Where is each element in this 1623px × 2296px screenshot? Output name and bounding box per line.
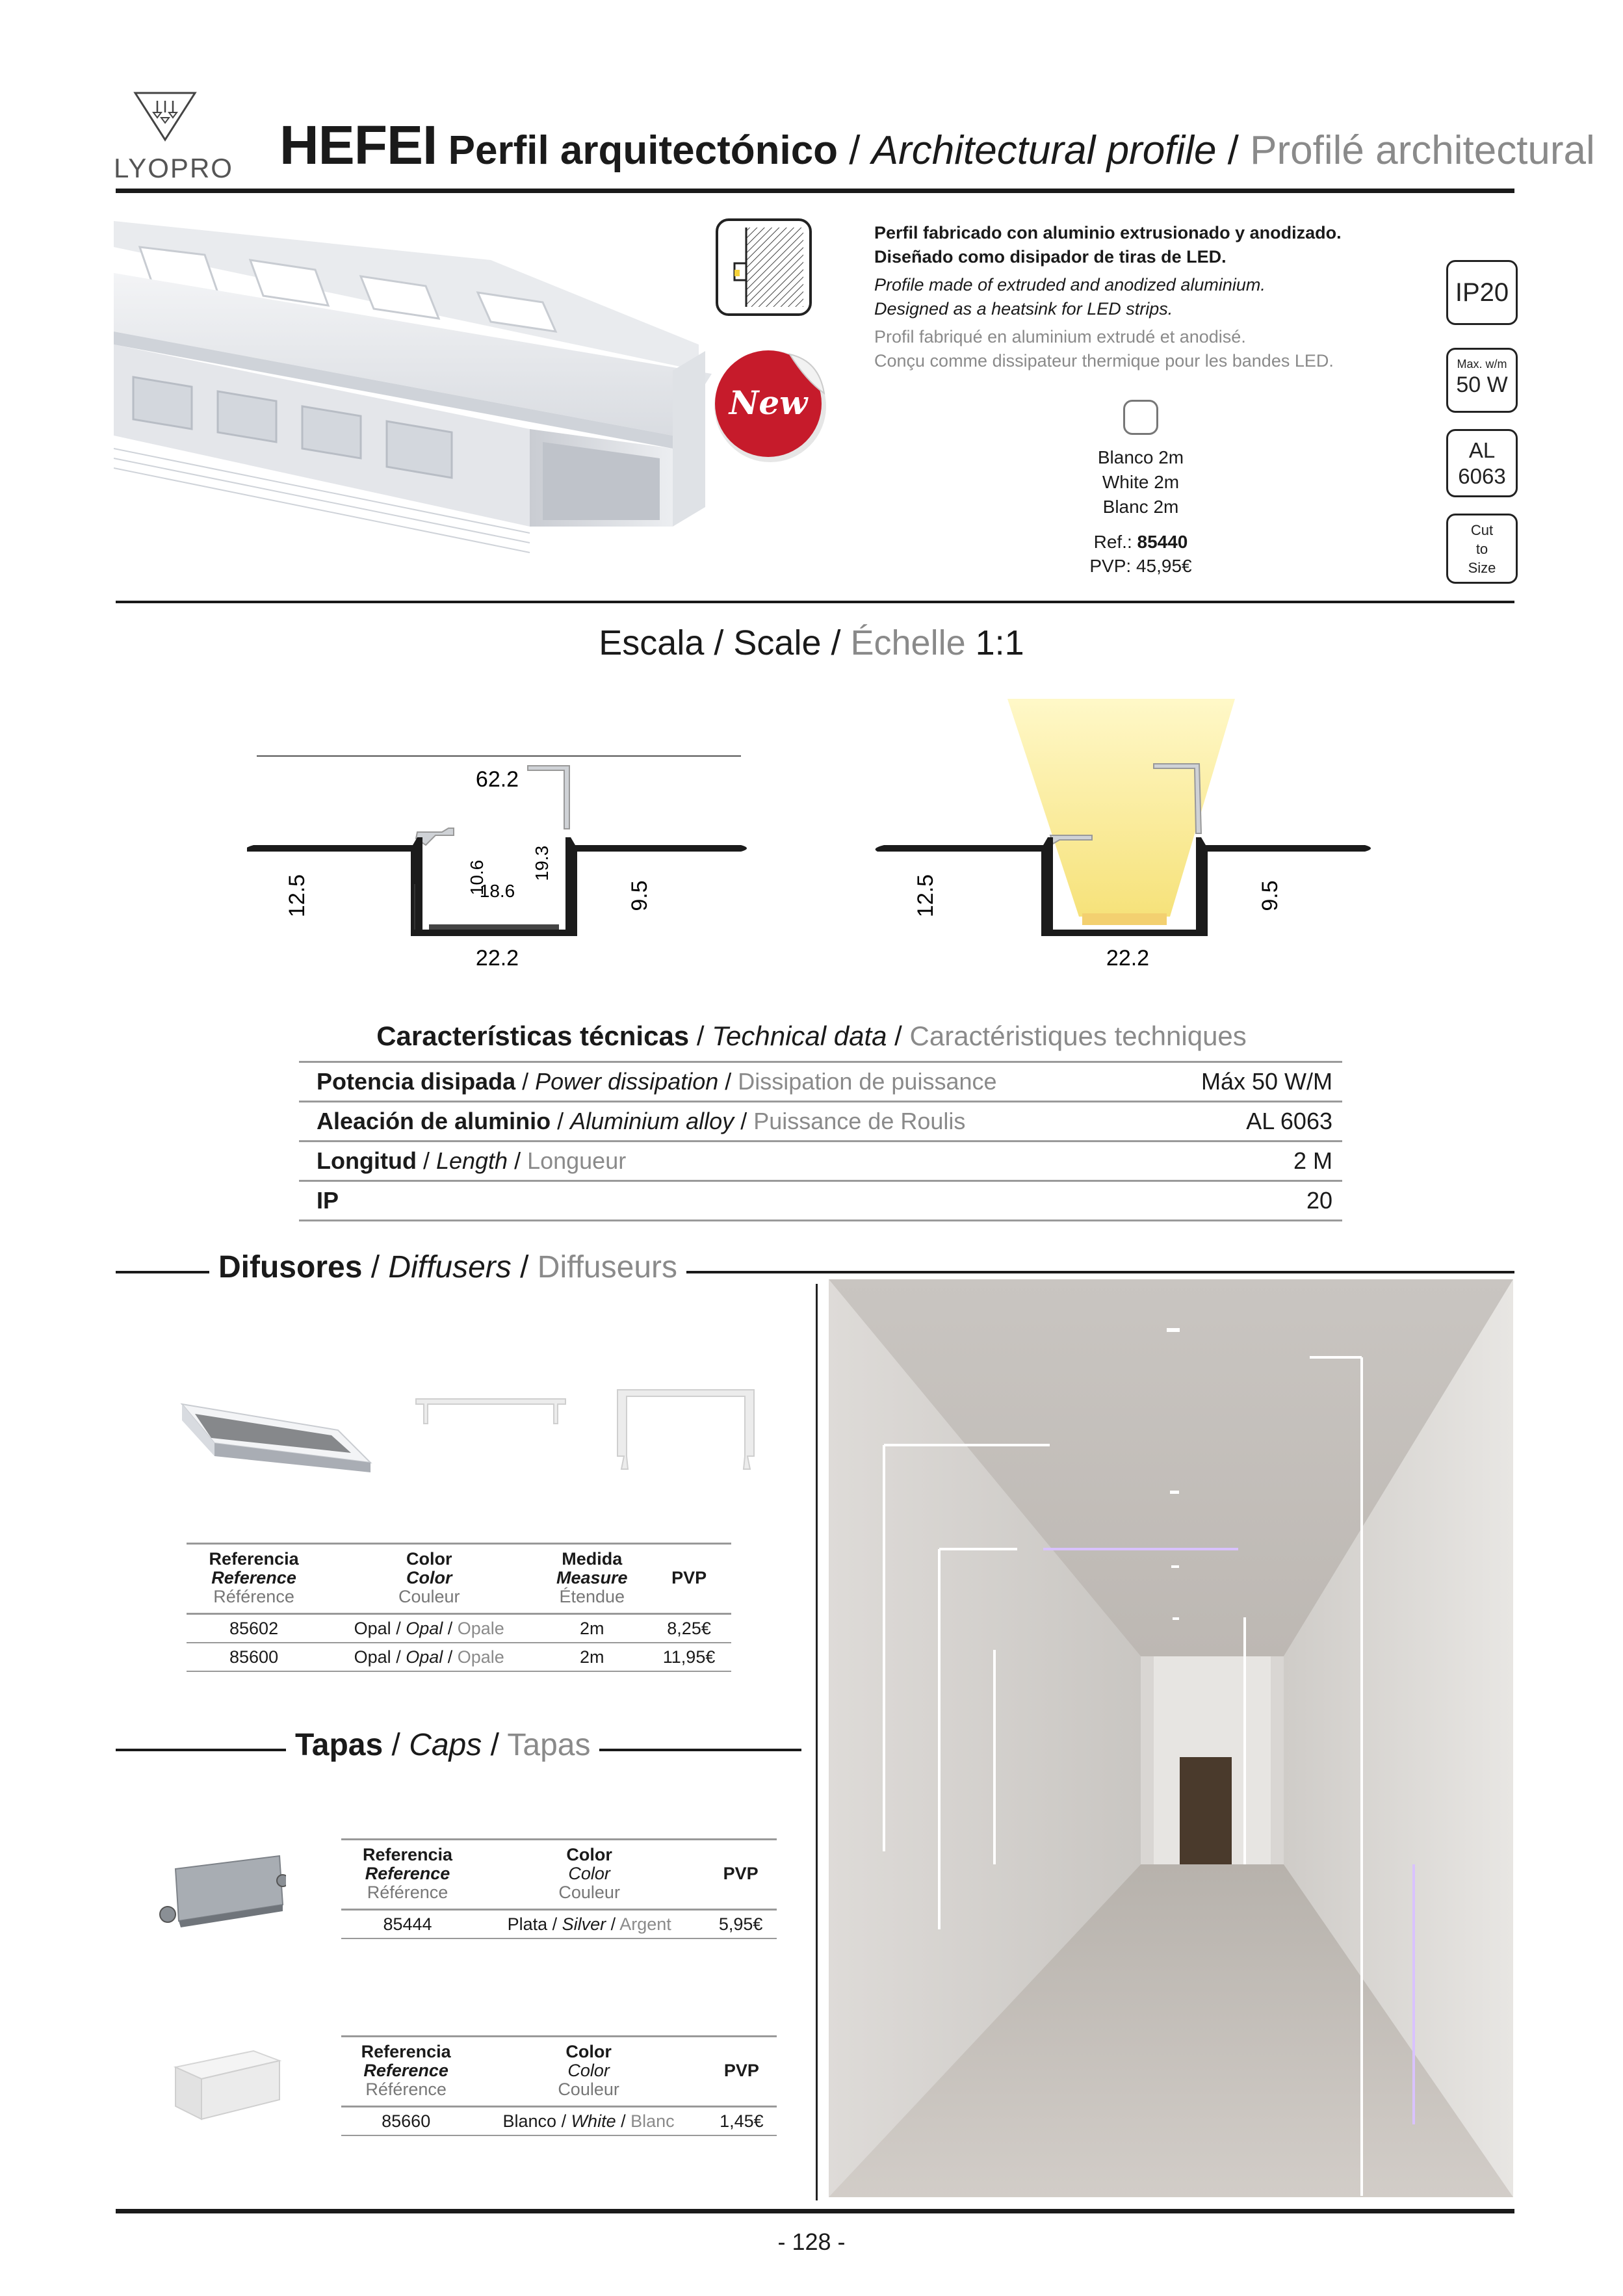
tech-data-table bbox=[299, 1061, 1342, 1221]
color-en: Opal bbox=[406, 1647, 443, 1667]
pvp-label: PVP: bbox=[1089, 556, 1132, 576]
header-color-es: Color bbox=[565, 2042, 612, 2061]
header-ref-fr: Référence bbox=[365, 2080, 447, 2099]
product-description bbox=[874, 221, 1407, 373]
color-fr: Opale bbox=[457, 1619, 504, 1638]
tech-label-fr: Dissipation de puissance bbox=[738, 1068, 997, 1095]
tech-title-fr: Caractéristiques techniques bbox=[909, 1021, 1247, 1051]
header-color-en: Color bbox=[568, 1864, 610, 1883]
ip-rating-box: IP20 bbox=[1446, 260, 1518, 325]
tech-label-fr: Puissance de Roulis bbox=[753, 1108, 966, 1134]
color-en: White 2m bbox=[1102, 472, 1180, 492]
table-header bbox=[187, 1544, 731, 1614]
table-header bbox=[341, 2037, 777, 2107]
header-color-en: Color bbox=[567, 2061, 610, 2080]
color-fr: Blanc bbox=[630, 2111, 675, 2131]
desc-fr-2: Conçu comme dissipateur thermique pour les bandes LED. bbox=[874, 351, 1334, 371]
diffusers-title-fr: Diffuseurs bbox=[537, 1250, 677, 1285]
header-measure-fr: Étendue bbox=[559, 1587, 625, 1606]
desc-es-2: Diseñado como disipador de tiras de LED. bbox=[874, 247, 1227, 267]
header-measure-en: Measure bbox=[556, 1568, 628, 1587]
alloy-line-2: 6063 bbox=[1458, 464, 1506, 488]
tech-data-title: Características técnicas / Technical data / Caractéristiques techniques bbox=[376, 1021, 1247, 1051]
color-es: Opal bbox=[354, 1647, 391, 1667]
diffusers-title: Difusores / Diffusers / Diffuseurs bbox=[209, 1249, 686, 1285]
cell-color: Opal / Opal / Opale bbox=[321, 1643, 537, 1671]
color-es: Plata bbox=[507, 1914, 548, 1934]
tech-label-fr: Longueur bbox=[527, 1147, 627, 1174]
cell-measure: 2m bbox=[537, 1614, 647, 1643]
diffuser-section-deep bbox=[611, 1385, 760, 1482]
dim-label: 12.5 bbox=[913, 874, 938, 918]
header-color-fr: Couleur bbox=[558, 2080, 619, 2099]
header-pvp: PVP bbox=[671, 1568, 707, 1587]
cell-color: Opal / Opal / Opale bbox=[321, 1614, 537, 1643]
header-ref-es: Referencia bbox=[363, 1845, 453, 1864]
header-ref-fr: Référence bbox=[213, 1587, 294, 1606]
table-header bbox=[341, 1840, 777, 1910]
subtitle-fr: Profilé architectural bbox=[1250, 128, 1595, 173]
cut-line-1: Cut bbox=[1470, 522, 1494, 538]
tech-row: Longitud / Length / Longueur 2 M bbox=[299, 1140, 1342, 1180]
cell-measure: 2m bbox=[537, 1643, 647, 1671]
cell-ref: 85602 bbox=[187, 1614, 321, 1643]
dim-label: 22.2 bbox=[475, 946, 519, 971]
cell-pvp: 8,25€ bbox=[647, 1614, 731, 1643]
tech-value: Máx 50 W/M bbox=[1201, 1068, 1332, 1095]
scale-title: Escala / Scale / Échelle 1:1 bbox=[599, 623, 1024, 662]
tech-label-en: Aluminium alloy bbox=[570, 1108, 734, 1134]
color-en: Silver bbox=[562, 1914, 606, 1934]
page-title bbox=[279, 114, 1595, 177]
tech-value: 2 M bbox=[1293, 1147, 1332, 1174]
tech-label-es: Potencia disipada bbox=[317, 1068, 516, 1095]
brand-name: LYOPRO bbox=[114, 153, 233, 183]
tech-row bbox=[299, 1180, 1342, 1221]
door bbox=[1180, 1757, 1232, 1864]
caps-title: Tapas / Caps / Tapas bbox=[286, 1727, 599, 1763]
header-color-es: Color bbox=[406, 1549, 452, 1569]
price-line bbox=[1040, 554, 1241, 578]
tech-label-es: IP bbox=[317, 1187, 339, 1214]
dim-label: 22.2 bbox=[1106, 946, 1150, 971]
dim-label: 12.5 bbox=[285, 874, 309, 918]
color-es: Blanco bbox=[502, 2111, 557, 2131]
cell-color: Blanco / White / Blanc bbox=[471, 2107, 707, 2136]
cap-table-silver bbox=[341, 1838, 777, 1939]
header-color-fr: Couleur bbox=[398, 1587, 460, 1606]
desc-fr-1: Profil fabriqué en aluminium extrudé et anodisé. bbox=[874, 327, 1246, 346]
color-en: White bbox=[571, 2111, 616, 2131]
new-badge bbox=[708, 341, 832, 465]
diffusers-table bbox=[187, 1543, 731, 1672]
ref-label: Ref.: bbox=[1093, 532, 1132, 552]
caps-title-en: Caps bbox=[409, 1728, 482, 1762]
header-color-fr: Couleur bbox=[558, 1883, 620, 1902]
cell-ref: 85600 bbox=[187, 1643, 321, 1671]
header-pvp: PVP bbox=[723, 2061, 759, 2080]
color-es: Opal bbox=[354, 1619, 391, 1638]
scale-ratio: 1:1 bbox=[975, 623, 1024, 662]
scale-en: Scale bbox=[733, 623, 822, 662]
header-ref-en: Reference bbox=[365, 1864, 450, 1883]
brand-logo bbox=[110, 88, 240, 185]
scale-es: Escala bbox=[599, 623, 705, 662]
ref-value: 85440 bbox=[1137, 532, 1188, 552]
color-fr: Blanc 2m bbox=[1102, 497, 1179, 517]
max-power-label: Max. w/m bbox=[1457, 358, 1507, 371]
subtitle-en: Architectural profile bbox=[871, 128, 1217, 173]
dim-label: 10.6 bbox=[467, 859, 487, 896]
diffusers-title-en: Diffusers bbox=[388, 1250, 512, 1285]
color-en: Opal bbox=[406, 1619, 443, 1638]
cut-to-size-box bbox=[1446, 514, 1518, 584]
tech-label-es: Longitud bbox=[317, 1147, 417, 1174]
product-rule bbox=[116, 601, 1514, 603]
diffusers-title-es: Difusores bbox=[218, 1250, 363, 1285]
alloy-box bbox=[1446, 429, 1518, 497]
profile-drawing bbox=[247, 689, 1417, 988]
section-drawing-right bbox=[876, 699, 1371, 971]
dim-label: 62.2 bbox=[475, 767, 519, 792]
tech-value: 20 bbox=[1306, 1187, 1332, 1214]
product-name: HEFEI bbox=[279, 114, 437, 176]
tech-label-en: Length bbox=[435, 1147, 508, 1174]
tech-label-es: Aleación de aluminio bbox=[317, 1108, 551, 1134]
pvp-value: 45,95€ bbox=[1136, 556, 1192, 576]
header-ref-en: Reference bbox=[363, 2061, 448, 2080]
header-pvp: PVP bbox=[723, 1864, 759, 1883]
footer-rule bbox=[116, 2209, 1514, 2213]
cap-photo-white bbox=[169, 2035, 286, 2126]
cap-photo-silver bbox=[156, 1843, 286, 1940]
caps-title-es: Tapas bbox=[295, 1728, 383, 1762]
color-es: Blanco 2m bbox=[1097, 447, 1184, 467]
subtitle-es: Perfil arquitectónico bbox=[448, 128, 838, 173]
desc-es-1: Perfil fabricado con aluminio extrusionado y anodizado. bbox=[874, 223, 1342, 242]
header-rule bbox=[116, 189, 1514, 193]
lyopro-logo-icon bbox=[110, 88, 201, 150]
diffuser-photo bbox=[175, 1385, 377, 1482]
dim-label: 18.6 bbox=[479, 881, 515, 901]
max-power-box bbox=[1446, 348, 1518, 413]
header-measure-es: Medida bbox=[562, 1549, 623, 1569]
color-variants bbox=[1040, 445, 1241, 519]
header-ref-en: Reference bbox=[211, 1568, 296, 1587]
diffuser-section-flat bbox=[409, 1391, 572, 1443]
reference-price bbox=[1040, 530, 1241, 578]
header-color-es: Color bbox=[566, 1845, 612, 1864]
header-ref-es: Referencia bbox=[209, 1549, 299, 1569]
dim-label: 9.5 bbox=[627, 880, 652, 911]
cut-line-3: Size bbox=[1468, 560, 1496, 576]
title-separator: / bbox=[1227, 128, 1239, 173]
product-photo bbox=[114, 221, 725, 566]
scale-fr: Échelle bbox=[850, 623, 966, 662]
tech-title-en: Technical data bbox=[712, 1021, 887, 1051]
dim-label: 19.3 bbox=[532, 845, 552, 881]
profile-section-icon bbox=[715, 218, 812, 317]
tech-value: AL 6063 bbox=[1246, 1108, 1332, 1134]
cut-line-2: to bbox=[1475, 541, 1488, 557]
max-power-value: 50 W bbox=[1456, 372, 1508, 397]
table-row bbox=[187, 1614, 731, 1643]
tech-row: Aleación de aluminio / Aluminium alloy / Puissance de Roulis AL 6063 bbox=[299, 1101, 1342, 1140]
table-row bbox=[341, 2107, 777, 2136]
color-swatch bbox=[1123, 400, 1158, 435]
cell-pvp: 11,95€ bbox=[647, 1643, 731, 1671]
cell-ref: 85444 bbox=[341, 1910, 474, 1939]
cell-ref: 85660 bbox=[341, 2107, 471, 2136]
color-fr: Opale bbox=[457, 1647, 504, 1667]
tech-row: Potencia disipada / Power dissipation / Dissipation de puissance Máx 50 W/M bbox=[299, 1061, 1342, 1101]
section-drawing-left bbox=[247, 756, 747, 971]
header-color-en: Color bbox=[406, 1568, 452, 1587]
corridor-photo bbox=[829, 1279, 1513, 2197]
tech-title-es: Características técnicas bbox=[376, 1021, 690, 1051]
page-number: - 128 - bbox=[777, 2228, 846, 2255]
column-divider bbox=[816, 1284, 818, 2200]
alloy-line-1: AL bbox=[1468, 438, 1496, 462]
title-separator: / bbox=[849, 128, 861, 173]
cell-pvp: 1,45€ bbox=[707, 2107, 777, 2136]
caps-title-fr: Tapas bbox=[507, 1728, 591, 1762]
cell-color: Plata / Silver / Argent bbox=[474, 1910, 705, 1939]
table-row bbox=[341, 1910, 777, 1939]
header-ref-fr: Référence bbox=[367, 1883, 448, 1902]
tech-label-en: Power dissipation bbox=[535, 1068, 719, 1095]
color-fr: Argent bbox=[619, 1914, 671, 1934]
header-ref-es: Referencia bbox=[361, 2042, 451, 2061]
cell-pvp: 5,95€ bbox=[705, 1910, 777, 1939]
cap-table-white bbox=[341, 2035, 777, 2136]
reference-line bbox=[1040, 530, 1241, 554]
dim-label: 9.5 bbox=[1258, 880, 1282, 911]
table-row bbox=[187, 1643, 731, 1671]
desc-en-2: Designed as a heatsink for LED strips. bbox=[874, 299, 1173, 319]
svg-text:New: New bbox=[729, 384, 808, 422]
desc-en-1: Profile made of extruded and anodized aluminium. bbox=[874, 275, 1266, 294]
